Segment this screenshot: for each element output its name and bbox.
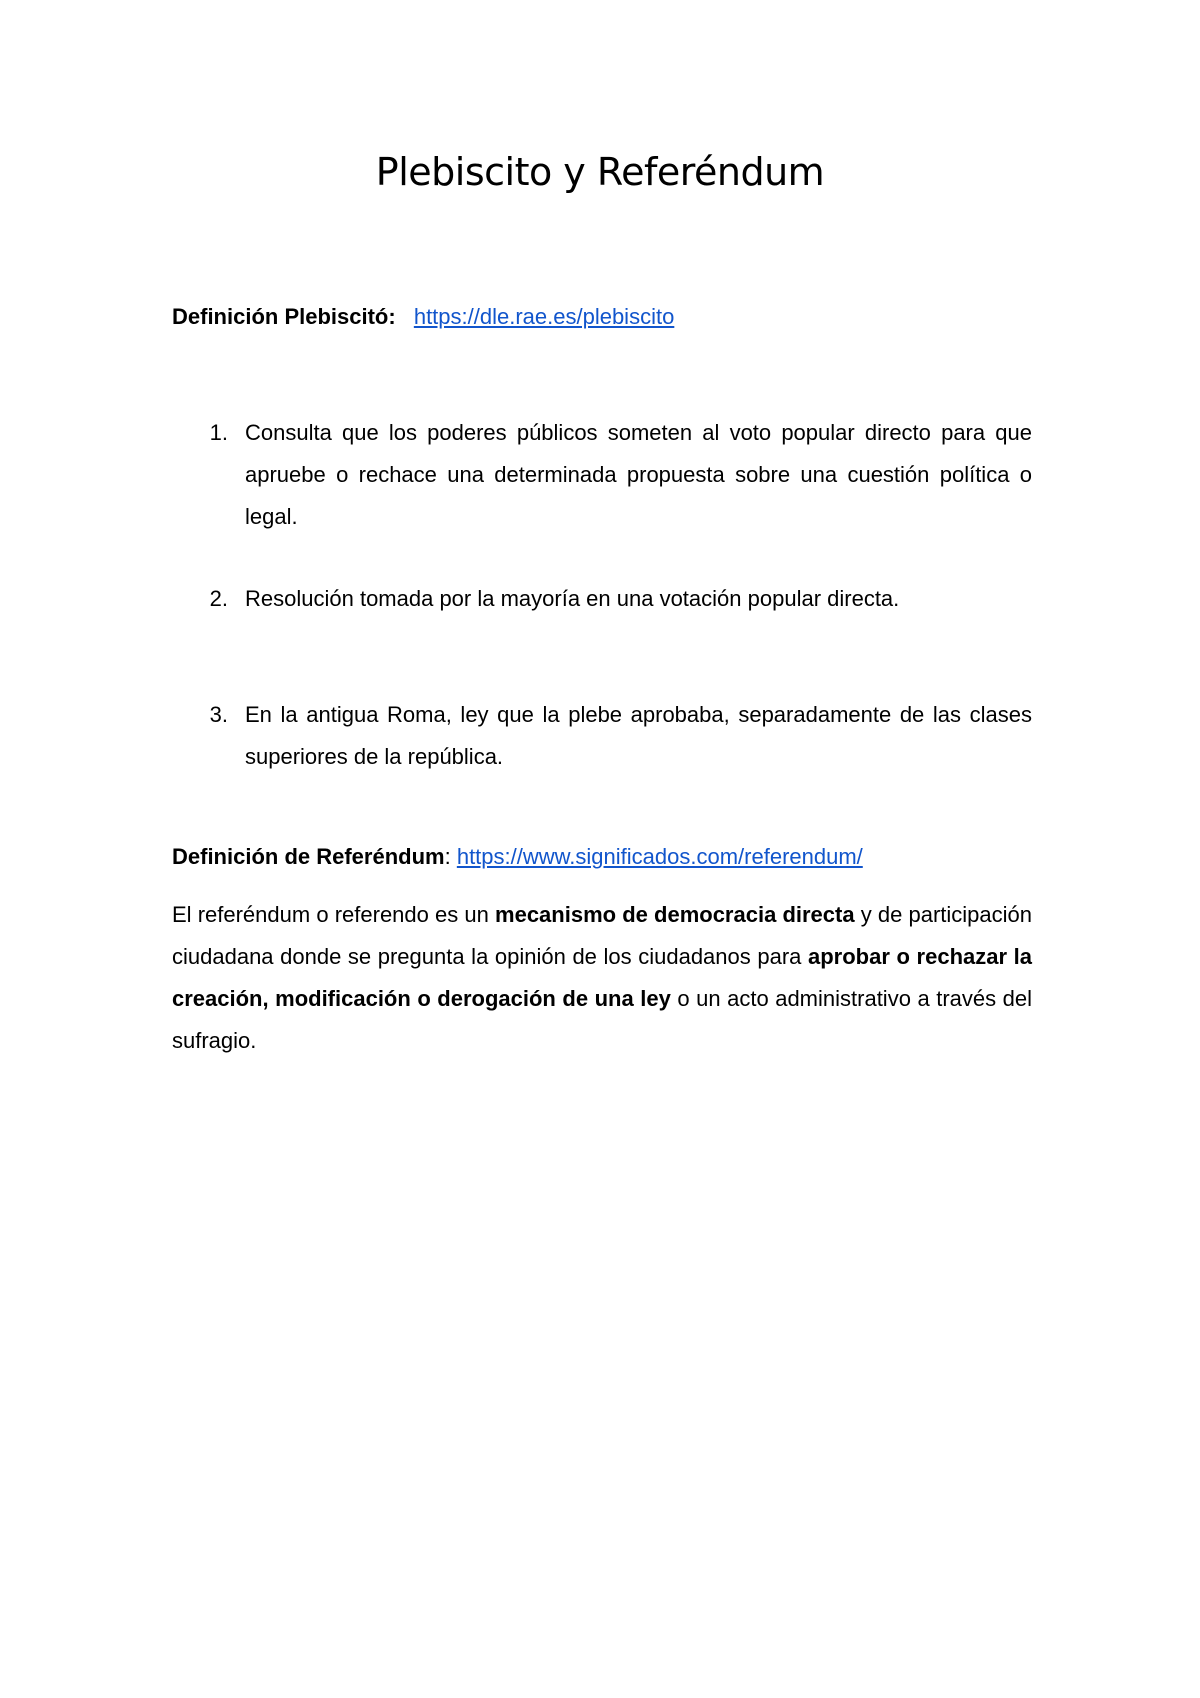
referendum-paragraph (172, 894, 1032, 1062)
plebiscito-definition-label: Definición Plebiscitó: (172, 304, 396, 329)
list-item-number: 1. (209, 420, 228, 445)
referendum-definition-line (172, 842, 863, 872)
list-item (172, 412, 1032, 538)
paragraph-bold-phrase: aprobar o rechazar la creación, modificación o derogación de una ley (172, 944, 1032, 1011)
paragraph-text-part: y de participación ciudadana donde se pregunta la opinión de los ciudadanos para (172, 902, 1032, 969)
list-item-number: 2. (209, 586, 228, 611)
list-item-number: 3. (209, 702, 228, 727)
page-title: Plebiscito y Referéndum (375, 150, 825, 194)
list-item-text: Resolución tomada por la mayoría en una votación popular directa. (245, 586, 900, 611)
list-item-text: Consulta que los poderes públicos someten al voto popular directo para que apruebe o rechace una determinada propuesta sobre una cuestión política o legal. (245, 420, 1032, 529)
paragraph-text-part: El referéndum o referendo es un (172, 902, 496, 927)
plebiscito-source-link[interactable]: https://dle.rae.es/plebiscito (413, 304, 675, 329)
paragraph-text-part: o un acto administrativo a través del sufragio. (172, 986, 1033, 1053)
list-item (172, 578, 1032, 620)
paragraph-bold-phrase: mecanismo de democracia directa (495, 902, 855, 927)
referendum-source-link[interactable]: https://www.significados.com/referendum/ (456, 844, 863, 869)
list-item-text: En la antigua Roma, ley que la plebe aprobaba, separadamente de las clases superiores de la república. (245, 702, 1032, 769)
referendum-label-separator: : (444, 844, 457, 869)
list-item (172, 694, 1032, 778)
referendum-definition-label: Definición de Referéndum (172, 844, 445, 869)
plebiscito-definition-line (172, 302, 674, 332)
